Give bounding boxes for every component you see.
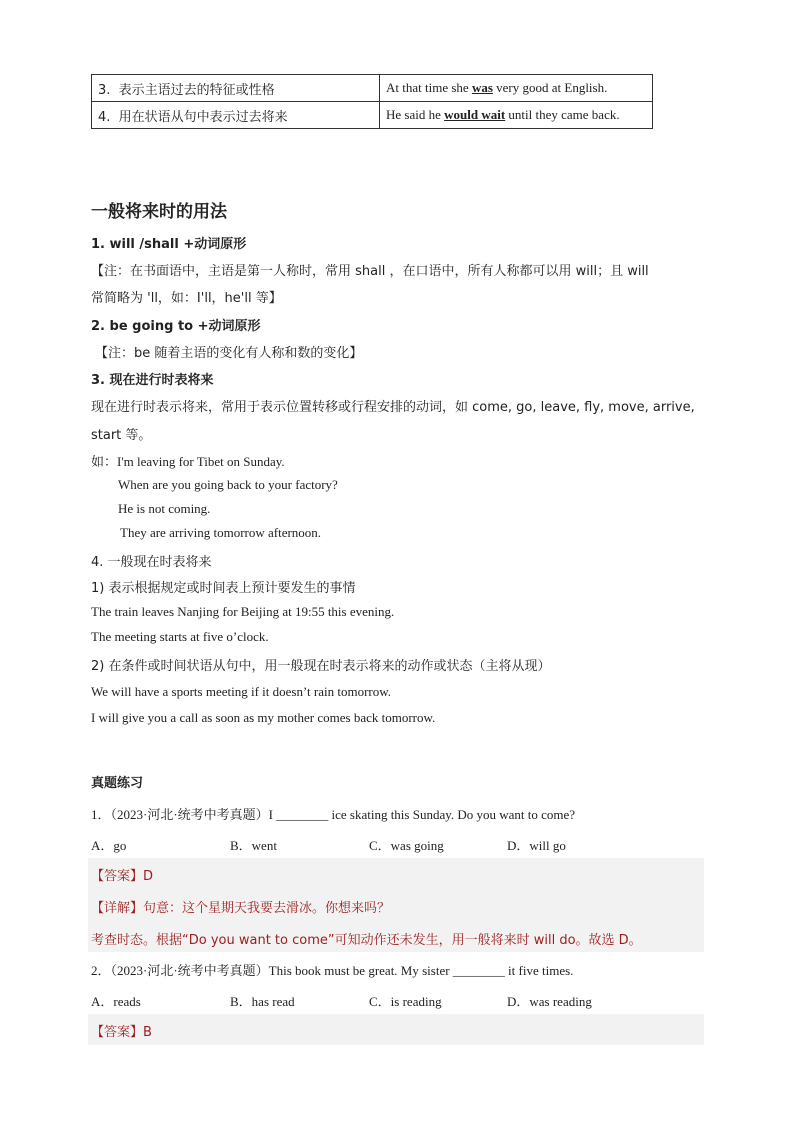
answer-box — [88, 1014, 704, 1045]
item3-desc-line2: start 等。 — [91, 428, 152, 443]
row-description: 表示主语过去的特征或性格 — [118, 82, 275, 98]
option-a: A．reads — [91, 994, 141, 1009]
table-row — [92, 102, 653, 129]
item3-example-line — [91, 451, 285, 470]
example-sentence: The train leaves Nanjing for Beijing at 19:55 this evening. — [91, 604, 395, 619]
example-post: until they came back. — [505, 107, 620, 122]
question-stem: 1．（2023·河北·统考中考真题）I ________ ice skating this Sunday. Do you want to come? — [91, 807, 576, 822]
option-b: B．went — [230, 838, 277, 853]
item2-label: 2. be going to +动词原形 — [91, 319, 261, 334]
example-post: very good at English. — [492, 80, 608, 95]
item3-desc-line1: 现在进行时表示将来，常用于表示位置转移或行程安排的动词，如 come, go, leave, fly, move, arrive, — [91, 400, 695, 415]
answer-label: 【答案】D — [91, 869, 154, 884]
item4-sub2: 2) 在条件或时间状语从句中，用一般现在时表示将来的动作或状态（主将从现） — [91, 659, 551, 674]
example-sentence: He is not coming. — [118, 501, 211, 516]
row-description: 用在状语从句中表示过去将来 — [118, 109, 288, 125]
row-number: 3. — [98, 82, 111, 98]
option-d: D．was reading — [507, 994, 592, 1009]
row-number: 4. — [98, 109, 111, 125]
item1-label: 1. will /shall +动词原形 — [91, 237, 247, 252]
example-sentence: When are you going back to your factory? — [118, 477, 338, 492]
detail-line1: 【详解】句意：这个星期天我要去滑冰。你想来吗？ — [91, 901, 391, 916]
option-d: D．will go — [507, 838, 566, 853]
item2-note: 【注：be 随着主语的变化有人称和数的变化】 — [95, 346, 363, 361]
option-c: C．was going — [369, 838, 444, 853]
section-title: 一般将来时的用法 — [91, 202, 227, 222]
question-stem: 2．（2023·河北·统考中考真题）This book must be great. My sister ________ it five times. — [91, 963, 574, 978]
item1-note-line2: 常简略为 'll，如：I'll，he'll 等】 — [91, 291, 282, 306]
option-a: A．go — [91, 838, 127, 853]
example-sentence: The meeting starts at five o’clock. — [91, 629, 269, 644]
example-pre: He said he — [386, 107, 445, 122]
table-row — [92, 75, 653, 102]
item4-sub1: 1) 表示根据规定或时间表上预计要发生的事情 — [91, 581, 356, 596]
example-prefix: 如： — [91, 455, 118, 470]
item1-note-line1: 【注：在书面语中，主语是第一人称时，常用 shall ，在口语中，所有人称都可以用 will；且 will — [91, 264, 649, 279]
example-sentence: They are arriving tomorrow afternoon. — [120, 525, 322, 540]
item3-label: 3. 现在进行时表将来 — [91, 373, 214, 388]
example-emphasis: was — [471, 80, 493, 95]
item4-label: 4. 一般现在时表将来 — [91, 555, 212, 570]
example-sentence: We will have a sports meeting if it doesn’t rain tomorrow. — [91, 684, 392, 699]
usage-table — [91, 74, 653, 129]
practice-title: 真题练习 — [91, 776, 144, 791]
option-b: B．has read — [230, 994, 295, 1009]
detail-line2: 考查时态。根据“Do you want to come”可知动作还未发生，用一般将来时 will do。故选 D。 — [91, 933, 642, 948]
example-emphasis: would wait — [444, 107, 506, 122]
answer-label: 【答案】B — [91, 1025, 152, 1040]
example-sentence: I will give you a call as soon as my mother comes back tomorrow. — [91, 710, 436, 725]
option-c: C．is reading — [369, 994, 442, 1009]
example-sentence: I'm leaving for Tibet on Sunday. — [117, 454, 285, 469]
example-pre: At that time she — [386, 80, 472, 95]
